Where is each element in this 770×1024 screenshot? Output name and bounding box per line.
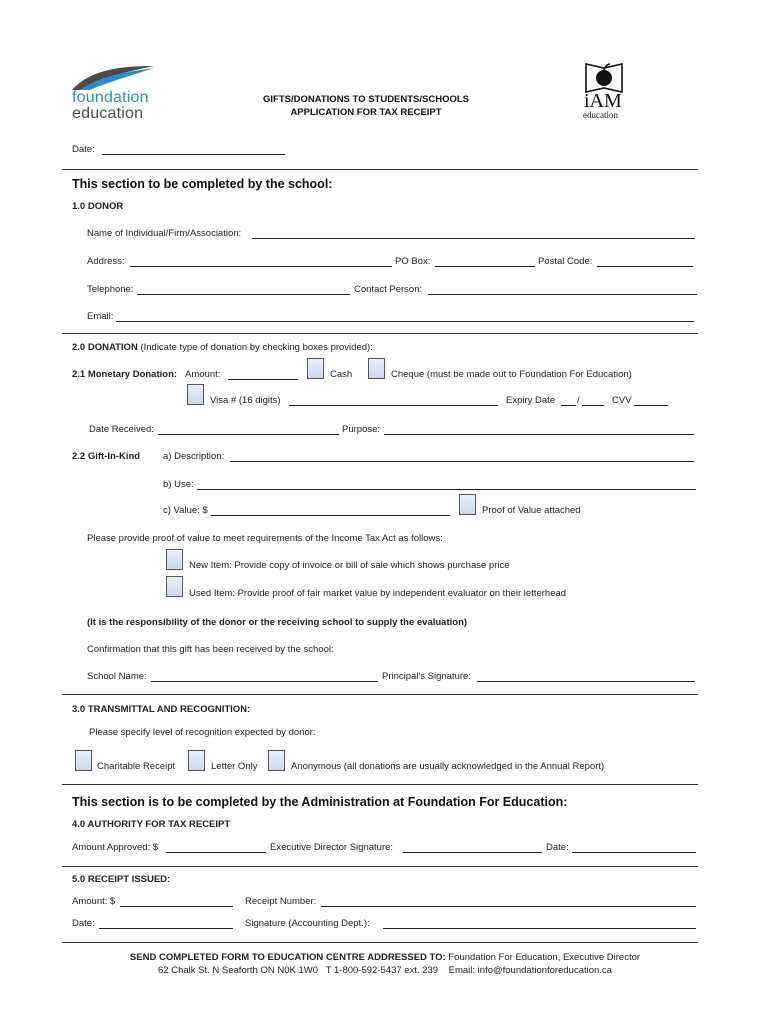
receipt-rule bbox=[62, 942, 698, 943]
receipt-amount-label: Amount: $ bbox=[72, 896, 116, 907]
description-label: a) Description: bbox=[163, 451, 225, 462]
used-item-checkbox[interactable] bbox=[166, 576, 183, 597]
visa-number-field[interactable] bbox=[289, 405, 498, 406]
new-item-checkbox[interactable] bbox=[166, 549, 183, 570]
authority-rule bbox=[62, 866, 698, 867]
receipt-heading: 5.0 RECEIPT ISSUED: bbox=[72, 874, 171, 885]
principal-signature-field[interactable] bbox=[477, 681, 695, 682]
proof-attached-label: Proof of Value attached bbox=[482, 505, 581, 516]
donor-email-label: Email: bbox=[87, 311, 114, 322]
footer-send-bold: SEND COMPLETED FORM TO EDUCATION CENTRE ADDRESSED TO: bbox=[129, 952, 446, 963]
receipt-date-field[interactable] bbox=[99, 928, 233, 929]
transmittal-heading: 3.0 TRANSMITTAL AND RECOGNITION: bbox=[72, 704, 251, 715]
donor-name-field[interactable] bbox=[252, 238, 695, 239]
confirmation-text: Confirmation that this gift has been received by the school: bbox=[87, 644, 334, 655]
donation-rule bbox=[62, 694, 698, 695]
telephone-label: Telephone: bbox=[87, 284, 134, 295]
admin-section-heading: This section is to be completed by the Administration at Foundation For Education: bbox=[72, 795, 568, 809]
cvv-field[interactable] bbox=[634, 405, 668, 406]
receipt-number-label: Receipt Number: bbox=[245, 896, 317, 907]
header-rule bbox=[62, 169, 698, 170]
footer-phone: T 1-800-592-5437 ext. 239 bbox=[325, 965, 439, 976]
cheque-label: Cheque (must be made out to Foundation For Education) bbox=[391, 369, 632, 380]
school-name-field[interactable] bbox=[151, 681, 378, 682]
transmittal-rule bbox=[62, 784, 698, 785]
director-signature-field[interactable] bbox=[403, 852, 542, 853]
accounting-signature-field[interactable] bbox=[383, 928, 696, 929]
logo-swoosh-icon bbox=[70, 64, 156, 92]
school-name-label: School Name: bbox=[87, 671, 147, 682]
date-received-label: Date Received: bbox=[89, 424, 154, 435]
amount-approved-field[interactable] bbox=[166, 852, 266, 853]
form-title-line2: APPLICATION FOR TAX RECEIPT bbox=[290, 107, 442, 118]
cash-label: Cash bbox=[330, 369, 353, 380]
footer-address: 62 Chalk St. N Seaforth ON N0K 1W0 bbox=[158, 965, 318, 976]
director-signature-label: Executive Director Signature: bbox=[270, 842, 394, 853]
iam-logo-text: iAM bbox=[584, 90, 622, 112]
authority-heading: 4.0 AUTHORITY FOR TAX RECEIPT bbox=[72, 819, 231, 830]
po-box-label: PO Box: bbox=[395, 256, 431, 267]
logo-word-education: education bbox=[72, 105, 144, 122]
logo-word-foundation: foundation bbox=[72, 89, 149, 106]
postal-code-field[interactable] bbox=[597, 266, 693, 267]
anonymous-label: Anonymous (all donations are usually acknowledged in the Annual Report) bbox=[291, 761, 605, 772]
book-apple-icon bbox=[582, 58, 626, 94]
amount-label: Amount: bbox=[185, 369, 221, 380]
donation-heading-rest: (Indicate type of donation by checking boxes provided): bbox=[140, 342, 373, 353]
proof-attached-checkbox[interactable] bbox=[459, 494, 476, 515]
cvv-label: CVV bbox=[612, 395, 632, 406]
expiry-separator: / bbox=[577, 395, 580, 406]
donation-heading-bold: 2.0 DONATION bbox=[72, 342, 138, 353]
visa-label: Visa # (16 digits) bbox=[210, 395, 281, 406]
value-label: c) Value: $ bbox=[163, 505, 208, 516]
authority-date-field[interactable] bbox=[572, 852, 696, 853]
charitable-receipt-checkbox[interactable] bbox=[75, 750, 92, 771]
receipt-amount-field[interactable] bbox=[120, 906, 233, 907]
receipt-number-field[interactable] bbox=[321, 906, 696, 907]
footer-email-link[interactable]: Email: info@foundationforeducation.ca bbox=[448, 965, 612, 976]
proof-instruction: Please provide proof of value to meet requirements of the Income Tax Act as follows: bbox=[87, 533, 443, 544]
transmittal-instruction: Please specify level of recognition expected by donor: bbox=[89, 727, 316, 738]
cheque-checkbox[interactable] bbox=[368, 358, 385, 379]
iam-education-logo bbox=[580, 58, 632, 122]
cash-checkbox[interactable] bbox=[307, 358, 324, 379]
charitable-receipt-label: Charitable Receipt bbox=[97, 761, 176, 772]
expiry-label: Expiry Date bbox=[506, 395, 556, 406]
monetary-donation-label: 2.1 Monetary Donation: bbox=[72, 369, 178, 380]
footer-contact-line bbox=[0, 965, 770, 976]
po-box-field[interactable] bbox=[435, 266, 535, 267]
use-label: b) Use: bbox=[163, 479, 194, 490]
school-section-heading: This section to be completed by the school: bbox=[72, 177, 333, 191]
use-field[interactable] bbox=[197, 489, 696, 490]
receipt-date-label: Date: bbox=[72, 918, 95, 929]
value-field[interactable] bbox=[211, 515, 450, 516]
letter-only-label: Letter Only bbox=[211, 761, 258, 772]
purpose-field[interactable] bbox=[384, 434, 694, 435]
donor-address-label: Address: bbox=[87, 256, 125, 267]
donor-address-field[interactable] bbox=[130, 266, 392, 267]
contact-person-label: Contact Person: bbox=[354, 284, 423, 295]
visa-checkbox[interactable] bbox=[187, 384, 204, 405]
responsibility-note: (It is the responsibility of the donor or the receiving school to supply the evaluation) bbox=[87, 617, 468, 628]
used-item-label: Used Item: Provide proof of fair market value by independent evaluator on their letterhead bbox=[189, 588, 567, 599]
footer-send-rest: Foundation For Education, Executive Director bbox=[448, 952, 641, 963]
anonymous-checkbox[interactable] bbox=[268, 750, 285, 771]
expiry-month-field[interactable] bbox=[561, 405, 576, 406]
description-field[interactable] bbox=[230, 461, 694, 462]
contact-person-field[interactable] bbox=[428, 294, 697, 295]
date-label: Date: bbox=[72, 144, 95, 155]
donor-email-field[interactable] bbox=[116, 321, 694, 322]
telephone-field[interactable] bbox=[137, 294, 350, 295]
iam-logo-subtext: education bbox=[583, 110, 618, 120]
authority-date-label: Date: bbox=[546, 842, 569, 853]
principal-signature-label: Principal's Signature: bbox=[382, 671, 471, 682]
purpose-label: Purpose: bbox=[342, 424, 381, 435]
letter-only-checkbox[interactable] bbox=[188, 750, 205, 771]
donor-name-label: Name of Individual/Firm/Association: bbox=[87, 228, 242, 239]
form-title-line1: GIFTS/DONATIONS TO STUDENTS/SCHOOLS bbox=[262, 94, 470, 105]
new-item-label: New Item: Provide copy of invoice or bill of sale which shows purchase price bbox=[189, 560, 510, 571]
date-field[interactable] bbox=[102, 154, 285, 155]
footer-send-line bbox=[0, 952, 770, 963]
accounting-signature-label: Signature (Accounting Dept.): bbox=[245, 918, 370, 929]
expiry-year-field[interactable] bbox=[582, 405, 604, 406]
donor-heading: 1.0 DONOR bbox=[72, 201, 124, 212]
postal-code-label: Postal Code: bbox=[538, 256, 593, 267]
foundation-education-logo bbox=[70, 64, 160, 124]
date-received-field[interactable] bbox=[158, 434, 339, 435]
amount-approved-label: Amount Approved: $ bbox=[72, 842, 159, 853]
donor-rule bbox=[62, 333, 698, 334]
amount-field[interactable] bbox=[228, 379, 298, 380]
gift-in-kind-label: 2.2 Gift-In-Kind bbox=[72, 451, 141, 462]
donation-heading bbox=[72, 342, 373, 353]
